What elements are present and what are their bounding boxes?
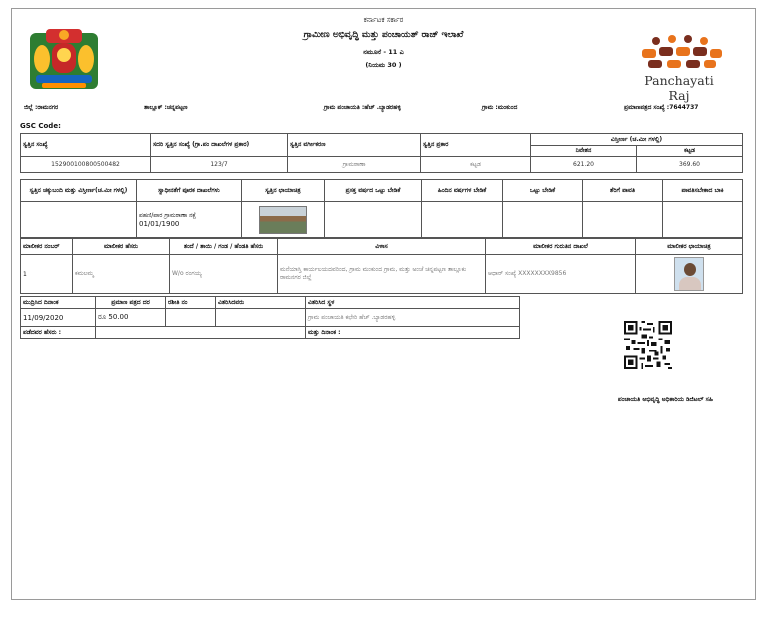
qr-code-icon	[624, 321, 672, 369]
header-issued-place: ವಿತರಿಸಿದ ಸ್ಥಳ	[306, 297, 520, 309]
form-number: ನಮೂನೆ - 11 ಎ	[363, 48, 404, 56]
header-classification: ಸ್ವತ್ತಿನ ವರ್ಗೀಕರಣ	[288, 134, 421, 157]
header-ownership-docs: ಸ್ವಾಧೀನತೆಗೆ ಪೂರಕ ದಾಖಲೆಗಳು	[137, 180, 242, 202]
district-label: ಜಿಲ್ಲೆ :ರಾಮನಗರ	[24, 104, 59, 111]
certificate-fee-value: ರೂ 50.00	[96, 309, 166, 327]
header-owner-photo: ಮಾಲೀಕರ ಛಾಯಾಚಿತ್ರ	[636, 239, 743, 255]
header-tax-paid: ತೆರಿಗೆ ಪಾವತಿ	[583, 180, 663, 202]
certificate-number: ಪ್ರಮಾಣಪತ್ರದ ಸಂಖ್ಯೆ :7644737	[624, 104, 699, 111]
header-area: ವಿಸ್ತೀರ್ಣ (ಚ.ಮೀ ಗಳಲ್ಲಿ)	[531, 134, 743, 146]
header-id-document: ಮಾಲೀಕರ ಗುರುತಿನ ದಾಖಲೆ	[486, 239, 636, 255]
tax-paid-cell	[583, 202, 663, 238]
current-demand-cell	[325, 202, 422, 238]
people-group-icon	[634, 35, 724, 71]
property-type-value: ಕಟ್ಟಡ	[421, 157, 531, 173]
relation-name-value: W/o ರಂಗಯ್ಯ	[170, 255, 278, 294]
ownership-doc-date: 01/01/1900	[139, 219, 180, 228]
receiver-name-value	[96, 327, 306, 339]
header-total-demand: ಒಟ್ಟು ಬೇಡಿಕೆ	[503, 180, 583, 202]
balance-due-cell	[663, 202, 743, 238]
property-details-table	[20, 133, 743, 173]
digital-signature-label: ಪಂಚಾಯತಿ ಅಭಿವೃದ್ಧಿ ಅಧಿಕಾರಿಯ ಡಿಜಿಟಲ್ ಸಹಿ	[617, 396, 713, 403]
document-page	[11, 8, 756, 600]
header-owner-number: ಮಾಲೀಕರ ನಂಬರ್	[21, 239, 73, 255]
print-date-value: 11/09/2020	[21, 309, 96, 327]
address-value: ಮನೆಯಾಸ್ತಿ ಕಾರ್ಯಲಯದವರಿಂದ, ಗ್ರಾಮ ಮಂಕುಂದ ಗ್ರಾಮ, ಮತ್ತು ಅಂಚೆ ಚನ್ನಪಟ್ಟಣ ತಾಲ್ಲೂಕು ರಾಮನಗರ ಜಿಲ್ಲೆ	[278, 255, 486, 294]
header-issued-by: ವಿತರಿಸಿದವರು	[216, 297, 306, 309]
header-property-type: ಸ್ವತ್ತಿನ ಪ್ರಕಾರ	[421, 134, 531, 157]
header-owner-name: ಮಾಲೀಕರ ಹೆಸರು	[73, 239, 170, 255]
demand-details-table	[20, 179, 743, 238]
header-relation-name: ತಂದೆ / ತಾಯಿ / ಗಂಡ / ಹೆಂಡತಿ ಹೆಸರು	[170, 239, 278, 255]
header-print-date: ಮುದ್ರಿಸಿದ ದಿನಾಂಕ	[21, 297, 96, 309]
department-title: ಗ್ರಾಮೀಣ ಅಭಿವೃದ್ಧಿ ಮತ್ತು ಪಂಚಾಯತ್ ರಾಜ್ ಇಲಾಖೆ	[303, 30, 464, 40]
owner-photo	[674, 257, 704, 291]
location-info-row	[12, 104, 755, 116]
owner-number-value: 1	[21, 255, 73, 294]
header-receipt-number: ರಶೀತಿ ನಂ	[166, 297, 216, 309]
header-boundaries: ಸ್ವತ್ತಿನ ಚಕ್ಕುಬಂದಿ ಮತ್ತು ವಿಸ್ತೀರ್ಣ(ಚ.ಮೀ ಗಳಲ್ಲಿ)	[21, 180, 137, 202]
gsc-code-label: GSC Code:	[20, 122, 61, 130]
owner-details-table	[20, 238, 743, 294]
id-document-value: ಆಧಾರ್ ಸಂಖ್ಯೆ XXXXXXXX9856	[486, 255, 636, 294]
property-photo	[259, 206, 307, 234]
classification-value: ಗ್ರಾಮಠಾಣಾ	[288, 157, 421, 173]
record-number-value: 123/7	[151, 157, 288, 173]
header-area-site: ನಿವೇಶನ	[531, 146, 637, 157]
issued-place-value: ಗ್ರಾಮ ಪಂಚಾಯತಿ ಕಛೇರಿ ಹೆಚ್ .ಬ್ಯಾಡರಹಳ್ಳಿ	[306, 309, 520, 327]
header-property-photo: ಸ್ವತ್ತಿನ ಛಾಯಾಚಿತ್ರ	[242, 180, 325, 202]
ownership-docs-cell	[137, 202, 242, 238]
issued-by-value	[216, 309, 306, 327]
owner-photo-cell	[636, 255, 743, 294]
receiver-name-label: ಪಡೆದವರ ಹೆಸರು :	[21, 327, 96, 339]
taluk-label: ತಾಲ್ಲೂಕ್ :ಚನ್ನಪಟ್ಟಣ	[144, 104, 188, 111]
gram-panchayat-label: ಗ್ರಾಮ ಪಂಚಾಯತಿ :ಹೆಚ್ .ಬ್ಯಾಡರಹಳ್ಳಿ	[324, 104, 401, 111]
receipt-number-value	[166, 309, 216, 327]
previous-demand-cell	[422, 202, 503, 238]
site-area-value: 621.20	[531, 157, 637, 173]
boundaries-cell	[21, 202, 137, 238]
header-address: ವಿಳಾಸ	[278, 239, 486, 255]
total-demand-cell	[503, 202, 583, 238]
header-property-number: ಸ್ವತ್ತಿನ ಸಂಖ್ಯೆ	[21, 134, 151, 157]
header-current-demand: ಪ್ರಸಕ್ತ ವರ್ಷದ ಒಟ್ಟು ಬೇಡಿಕೆ	[325, 180, 422, 202]
header-record-number: ಸದರಿ ಸ್ವತ್ತಿನ ಸಂಖ್ಯೆ (ಗ್ರಾ.ಪಂ ದಾಖಲೆಗಳ ಪ್ರಕಾರ)	[151, 134, 288, 157]
logo-text: Panchayati Raj	[644, 73, 714, 103]
ownership-doc-title: ಪಹಣಿ/ಪಾರ ಗ್ರಾಮಠಾಣಾ ನಕ್ಷೆ	[139, 211, 197, 219]
issue-details-table	[20, 296, 520, 339]
header-previous-demand: ಹಿಂದಿನ ವರ್ಷಗಳ ಬೇಡಿಕೆ	[422, 180, 503, 202]
government-title: ಕರ್ನಾಟಕ ಸರ್ಕಾರ	[363, 16, 404, 24]
owner-name-value: ಕಮಲಮ್ಮ	[73, 255, 170, 294]
header-balance-due: ಪಾವತಿಸಬೇಕಾದ ಬಾಕಿ	[663, 180, 743, 202]
building-area-value: 369.60	[637, 157, 743, 173]
rule-number: (ನಿಯಮ 30 )	[365, 61, 402, 69]
village-label: ಗ್ರಾಮ :ಮಂಕುಂದ	[482, 104, 518, 111]
receiver-date-label: ಮತ್ತು ದಿನಾಂಕ :	[306, 327, 520, 339]
panchayati-raj-logo	[634, 35, 724, 103]
header-certificate-fee: ಪ್ರಮಾಣ ಪತ್ರದ ದರ	[96, 297, 166, 309]
property-photo-cell	[242, 202, 325, 238]
property-number-value: 152900100800500482	[21, 157, 151, 173]
header-area-building: ಕಟ್ಟಡ	[637, 146, 743, 157]
